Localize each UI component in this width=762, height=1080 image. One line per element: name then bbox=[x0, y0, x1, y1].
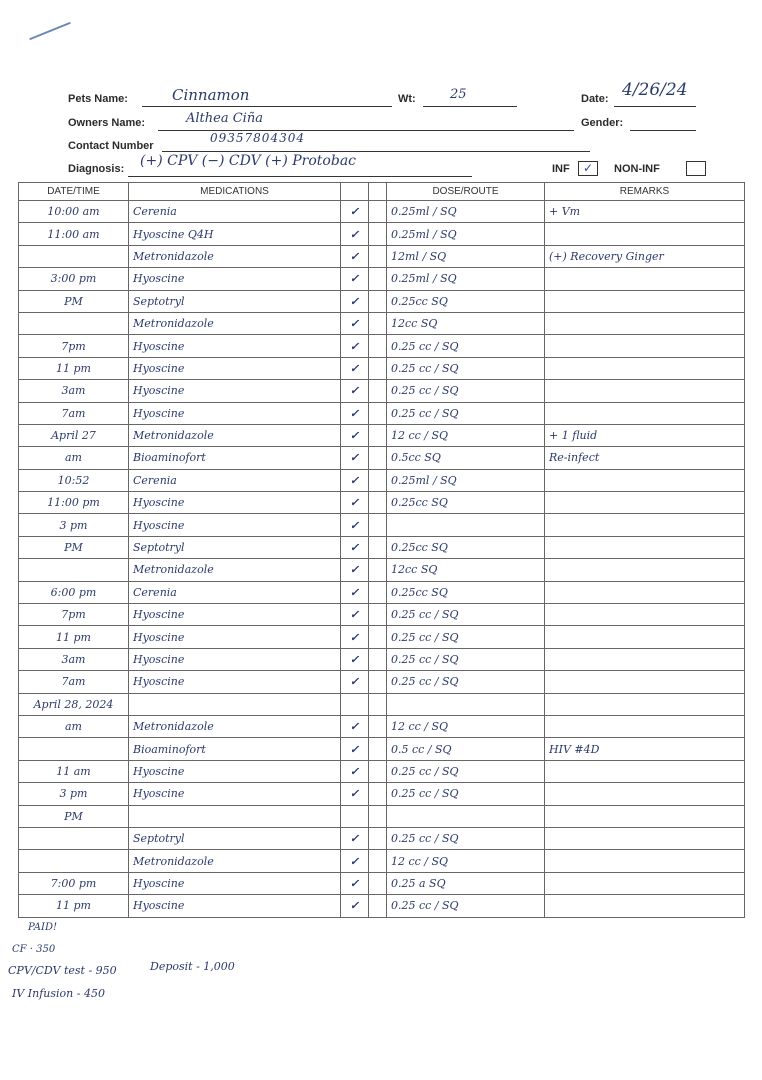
row-remarks bbox=[545, 850, 745, 872]
row-dose: 0.25 cc / SQ bbox=[387, 895, 545, 917]
row-dose: 0.25 cc / SQ bbox=[387, 760, 545, 782]
row-remarks: Re-infect bbox=[545, 447, 745, 469]
row-check: ✓ bbox=[341, 827, 369, 849]
row-blank bbox=[369, 827, 387, 849]
row-medication: Septotryl bbox=[129, 290, 341, 312]
row-blank bbox=[369, 447, 387, 469]
diagnosis-value: (+) CPV (−) CDV (+) Protobac bbox=[140, 153, 357, 169]
row-medication: Hyoscine bbox=[129, 402, 341, 424]
inf-label: INF bbox=[552, 163, 570, 175]
row-check: ✓ bbox=[341, 223, 369, 245]
row-check: ✓ bbox=[341, 559, 369, 581]
row-medication: Septotryl bbox=[129, 536, 341, 558]
pen-mark bbox=[29, 22, 71, 40]
table-row bbox=[19, 738, 745, 760]
row-check: ✓ bbox=[341, 201, 369, 223]
row-time: 11:00 am bbox=[19, 223, 129, 245]
col-header-remarks: REMARKS bbox=[545, 183, 745, 201]
row-medication bbox=[129, 805, 341, 827]
gender-label: Gender: bbox=[581, 117, 624, 129]
contact-value: 09357804304 bbox=[210, 131, 305, 145]
row-medication: Hyoscine bbox=[129, 514, 341, 536]
row-blank bbox=[369, 850, 387, 872]
row-blank bbox=[369, 223, 387, 245]
row-medication: Hyoscine bbox=[129, 648, 341, 670]
row-check: ✓ bbox=[341, 268, 369, 290]
row-time: am bbox=[19, 447, 129, 469]
row-dose: 12 cc / SQ bbox=[387, 850, 545, 872]
row-time bbox=[19, 559, 129, 581]
row-time: 3:00 pm bbox=[19, 268, 129, 290]
row-check: ✓ bbox=[341, 850, 369, 872]
row-blank bbox=[369, 201, 387, 223]
row-time: 7pm bbox=[19, 604, 129, 626]
table-row bbox=[19, 648, 745, 670]
table-row bbox=[19, 312, 745, 334]
table-row bbox=[19, 447, 745, 469]
row-dose: 0.25 cc / SQ bbox=[387, 671, 545, 693]
table-row bbox=[19, 783, 745, 805]
row-dose bbox=[387, 693, 545, 715]
row-blank bbox=[369, 536, 387, 558]
row-time bbox=[19, 850, 129, 872]
row-check: ✓ bbox=[341, 245, 369, 267]
row-time: am bbox=[19, 715, 129, 737]
table-row bbox=[19, 671, 745, 693]
row-blank bbox=[369, 738, 387, 760]
row-blank bbox=[369, 805, 387, 827]
col-header-medications: MEDICATIONS bbox=[129, 183, 341, 201]
row-check: ✓ bbox=[341, 447, 369, 469]
row-dose: 0.25cc SQ bbox=[387, 581, 545, 603]
treatment-table bbox=[18, 182, 745, 918]
row-time: 10:52 bbox=[19, 469, 129, 491]
row-dose: 0.25 cc / SQ bbox=[387, 357, 545, 379]
row-dose: 0.25ml / SQ bbox=[387, 223, 545, 245]
row-blank bbox=[369, 559, 387, 581]
row-check: ✓ bbox=[341, 290, 369, 312]
row-time bbox=[19, 245, 129, 267]
row-time bbox=[19, 312, 129, 334]
row-remarks bbox=[545, 380, 745, 402]
row-medication: Metronidazole bbox=[129, 312, 341, 334]
table-row bbox=[19, 604, 745, 626]
row-remarks: HIV #4D bbox=[545, 738, 745, 760]
col-header-datetime: DATE/TIME bbox=[19, 183, 129, 201]
row-time: 3am bbox=[19, 648, 129, 670]
row-check: ✓ bbox=[341, 380, 369, 402]
row-remarks bbox=[545, 357, 745, 379]
row-check: ✓ bbox=[341, 424, 369, 446]
row-remarks bbox=[545, 335, 745, 357]
row-time: 11 pm bbox=[19, 895, 129, 917]
row-remarks bbox=[545, 312, 745, 334]
row-remarks: (+) Recovery Ginger bbox=[545, 245, 745, 267]
row-dose: 0.25 cc / SQ bbox=[387, 648, 545, 670]
row-blank bbox=[369, 671, 387, 693]
table-row bbox=[19, 290, 745, 312]
row-dose: 0.25 cc / SQ bbox=[387, 626, 545, 648]
owners-name-value: Althea Ciña bbox=[186, 111, 263, 126]
row-blank bbox=[369, 514, 387, 536]
row-time: 10:00 am bbox=[19, 201, 129, 223]
table-row bbox=[19, 850, 745, 872]
row-blank bbox=[369, 268, 387, 290]
row-medication: Metronidazole bbox=[129, 850, 341, 872]
row-dose: 12cc SQ bbox=[387, 312, 545, 334]
row-medication: Cerenia bbox=[129, 469, 341, 491]
row-time bbox=[19, 827, 129, 849]
row-blank bbox=[369, 872, 387, 894]
row-blank bbox=[369, 424, 387, 446]
row-remarks bbox=[545, 268, 745, 290]
row-medication: Hyoscine bbox=[129, 357, 341, 379]
row-check: ✓ bbox=[341, 783, 369, 805]
col-header-dose: DOSE/ROUTE bbox=[387, 183, 545, 201]
row-remarks: + Vm bbox=[545, 201, 745, 223]
row-check: ✓ bbox=[341, 402, 369, 424]
row-blank bbox=[369, 783, 387, 805]
row-check: ✓ bbox=[341, 492, 369, 514]
row-time: 3 pm bbox=[19, 514, 129, 536]
row-remarks bbox=[545, 402, 745, 424]
table-row bbox=[19, 760, 745, 782]
row-remarks bbox=[545, 783, 745, 805]
row-dose bbox=[387, 805, 545, 827]
row-time: 11 am bbox=[19, 760, 129, 782]
row-medication bbox=[129, 693, 341, 715]
table-row bbox=[19, 581, 745, 603]
row-check: ✓ bbox=[341, 715, 369, 737]
row-time: 7am bbox=[19, 671, 129, 693]
row-blank bbox=[369, 648, 387, 670]
table-row bbox=[19, 335, 745, 357]
contact-line bbox=[162, 151, 590, 152]
inf-checkbox[interactable]: ✓ bbox=[578, 161, 598, 176]
row-remarks bbox=[545, 805, 745, 827]
row-blank bbox=[369, 492, 387, 514]
row-medication: Hyoscine bbox=[129, 626, 341, 648]
row-time: 11:00 pm bbox=[19, 492, 129, 514]
row-dose: 0.25cc SQ bbox=[387, 492, 545, 514]
row-medication: Hyoscine bbox=[129, 760, 341, 782]
date-label: Date: bbox=[581, 93, 609, 105]
pets-name-value: Cinnamon bbox=[172, 86, 250, 104]
table-row bbox=[19, 201, 745, 223]
table-row bbox=[19, 223, 745, 245]
row-remarks bbox=[545, 626, 745, 648]
row-remarks bbox=[545, 223, 745, 245]
row-check: ✓ bbox=[341, 648, 369, 670]
table-row bbox=[19, 872, 745, 894]
noninf-checkbox[interactable] bbox=[686, 161, 706, 176]
row-medication: Cerenia bbox=[129, 581, 341, 603]
row-dose: 12ml / SQ bbox=[387, 245, 545, 267]
row-blank bbox=[369, 335, 387, 357]
row-check: ✓ bbox=[341, 469, 369, 491]
row-time: PM bbox=[19, 290, 129, 312]
col-header-check bbox=[341, 183, 369, 201]
row-time: 11 pm bbox=[19, 626, 129, 648]
date-value: 4/26/24 bbox=[622, 80, 688, 100]
iv-infusion-note: IV Infusion - 450 bbox=[12, 987, 105, 1000]
row-check: ✓ bbox=[341, 626, 369, 648]
row-blank bbox=[369, 626, 387, 648]
cf-note: CF · 350 bbox=[12, 944, 56, 955]
row-check: ✓ bbox=[341, 357, 369, 379]
row-time: 7am bbox=[19, 402, 129, 424]
row-dose: 12 cc / SQ bbox=[387, 715, 545, 737]
diagnosis-label: Diagnosis: bbox=[68, 163, 125, 175]
row-remarks bbox=[545, 290, 745, 312]
row-remarks bbox=[545, 693, 745, 715]
row-blank bbox=[369, 895, 387, 917]
row-check: ✓ bbox=[341, 760, 369, 782]
row-time: PM bbox=[19, 536, 129, 558]
table-row bbox=[19, 402, 745, 424]
row-remarks bbox=[545, 514, 745, 536]
row-check: ✓ bbox=[341, 604, 369, 626]
row-check: ✓ bbox=[341, 514, 369, 536]
row-remarks bbox=[545, 492, 745, 514]
row-blank bbox=[369, 290, 387, 312]
row-blank bbox=[369, 760, 387, 782]
table-row bbox=[19, 424, 745, 446]
row-blank bbox=[369, 312, 387, 334]
row-remarks bbox=[545, 604, 745, 626]
row-medication: Metronidazole bbox=[129, 715, 341, 737]
row-remarks bbox=[545, 648, 745, 670]
table-row bbox=[19, 559, 745, 581]
cpv-test-note: CPV/CDV test - 950 bbox=[8, 964, 117, 977]
row-dose: 0.25ml / SQ bbox=[387, 268, 545, 290]
row-remarks bbox=[545, 827, 745, 849]
row-dose bbox=[387, 514, 545, 536]
row-remarks bbox=[545, 536, 745, 558]
owners-name-label: Owners Name: bbox=[68, 117, 146, 129]
row-remarks bbox=[545, 559, 745, 581]
row-dose: 12cc SQ bbox=[387, 559, 545, 581]
row-check bbox=[341, 693, 369, 715]
row-check: ✓ bbox=[341, 671, 369, 693]
row-medication: Hyoscine bbox=[129, 335, 341, 357]
row-dose: 0.25cc SQ bbox=[387, 290, 545, 312]
wt-line bbox=[423, 106, 517, 107]
table-body bbox=[19, 201, 745, 918]
row-medication: Bioaminofort bbox=[129, 447, 341, 469]
row-check: ✓ bbox=[341, 895, 369, 917]
row-medication: Metronidazole bbox=[129, 245, 341, 267]
deposit-note: Deposit - 1,000 bbox=[150, 960, 235, 973]
row-remarks: + 1 fluid bbox=[545, 424, 745, 446]
row-time: April 27 bbox=[19, 424, 129, 446]
table-row bbox=[19, 357, 745, 379]
row-time bbox=[19, 738, 129, 760]
row-remarks bbox=[545, 715, 745, 737]
row-dose: 0.25 cc / SQ bbox=[387, 402, 545, 424]
row-check: ✓ bbox=[341, 738, 369, 760]
paid-note: PAID! bbox=[28, 922, 58, 933]
row-dose: 0.25ml / SQ bbox=[387, 469, 545, 491]
row-time: April 28, 2024 bbox=[19, 693, 129, 715]
row-medication: Cerenia bbox=[129, 201, 341, 223]
col-header-blank bbox=[369, 183, 387, 201]
row-time: PM bbox=[19, 805, 129, 827]
row-remarks bbox=[545, 872, 745, 894]
row-dose: 12 cc / SQ bbox=[387, 424, 545, 446]
row-time: 3 pm bbox=[19, 783, 129, 805]
row-time: 3am bbox=[19, 380, 129, 402]
row-blank bbox=[369, 245, 387, 267]
row-check bbox=[341, 805, 369, 827]
row-medication: Metronidazole bbox=[129, 559, 341, 581]
table-row bbox=[19, 805, 745, 827]
table-row bbox=[19, 536, 745, 558]
row-remarks bbox=[545, 469, 745, 491]
row-dose: 0.25 cc / SQ bbox=[387, 604, 545, 626]
row-time: 7:00 pm bbox=[19, 872, 129, 894]
table-row bbox=[19, 715, 745, 737]
row-time: 6:00 pm bbox=[19, 581, 129, 603]
row-dose: 0.5 cc / SQ bbox=[387, 738, 545, 760]
date-line bbox=[614, 106, 696, 107]
wt-value: 25 bbox=[450, 87, 467, 102]
row-medication: Bioaminofort bbox=[129, 738, 341, 760]
table-row bbox=[19, 895, 745, 917]
wt-label: Wt: bbox=[398, 93, 416, 105]
row-dose: 0.25ml / SQ bbox=[387, 201, 545, 223]
row-blank bbox=[369, 715, 387, 737]
row-blank bbox=[369, 469, 387, 491]
row-time: 7pm bbox=[19, 335, 129, 357]
row-medication: Hyoscine Q4H bbox=[129, 223, 341, 245]
table-row bbox=[19, 626, 745, 648]
row-dose: 0.25 cc / SQ bbox=[387, 380, 545, 402]
row-medication: Metronidazole bbox=[129, 424, 341, 446]
row-dose: 0.25 cc / SQ bbox=[387, 783, 545, 805]
row-medication: Hyoscine bbox=[129, 671, 341, 693]
row-medication: Hyoscine bbox=[129, 783, 341, 805]
row-remarks bbox=[545, 671, 745, 693]
table-row bbox=[19, 492, 745, 514]
pets-name-line bbox=[142, 106, 392, 107]
row-medication: Hyoscine bbox=[129, 604, 341, 626]
table-row bbox=[19, 268, 745, 290]
row-dose: 0.25 a SQ bbox=[387, 872, 545, 894]
row-dose: 0.5cc SQ bbox=[387, 447, 545, 469]
row-medication: Hyoscine bbox=[129, 872, 341, 894]
gender-line bbox=[630, 130, 696, 131]
row-blank bbox=[369, 693, 387, 715]
row-medication: Septotryl bbox=[129, 827, 341, 849]
row-blank bbox=[369, 581, 387, 603]
table-row bbox=[19, 469, 745, 491]
row-check: ✓ bbox=[341, 335, 369, 357]
row-blank bbox=[369, 402, 387, 424]
row-dose: 0.25 cc / SQ bbox=[387, 335, 545, 357]
table-header-row bbox=[19, 183, 745, 201]
table-row bbox=[19, 245, 745, 267]
row-medication: Hyoscine bbox=[129, 492, 341, 514]
row-medication: Hyoscine bbox=[129, 268, 341, 290]
row-dose: 0.25 cc / SQ bbox=[387, 827, 545, 849]
table-row bbox=[19, 380, 745, 402]
diagnosis-line bbox=[128, 176, 472, 177]
row-remarks bbox=[545, 581, 745, 603]
row-blank bbox=[369, 357, 387, 379]
table-row bbox=[19, 827, 745, 849]
row-time: 11 pm bbox=[19, 357, 129, 379]
row-dose: 0.25cc SQ bbox=[387, 536, 545, 558]
row-blank bbox=[369, 604, 387, 626]
pets-name-label: Pets Name: bbox=[68, 93, 128, 105]
row-remarks bbox=[545, 760, 745, 782]
contact-label: Contact Number bbox=[68, 140, 154, 152]
row-check: ✓ bbox=[341, 312, 369, 334]
noninf-label: NON-INF bbox=[614, 163, 660, 175]
row-check: ✓ bbox=[341, 581, 369, 603]
row-medication: Hyoscine bbox=[129, 895, 341, 917]
row-check: ✓ bbox=[341, 872, 369, 894]
row-remarks bbox=[545, 895, 745, 917]
table-row bbox=[19, 693, 745, 715]
row-check: ✓ bbox=[341, 536, 369, 558]
table-row bbox=[19, 514, 745, 536]
row-blank bbox=[369, 380, 387, 402]
row-medication: Hyoscine bbox=[129, 380, 341, 402]
